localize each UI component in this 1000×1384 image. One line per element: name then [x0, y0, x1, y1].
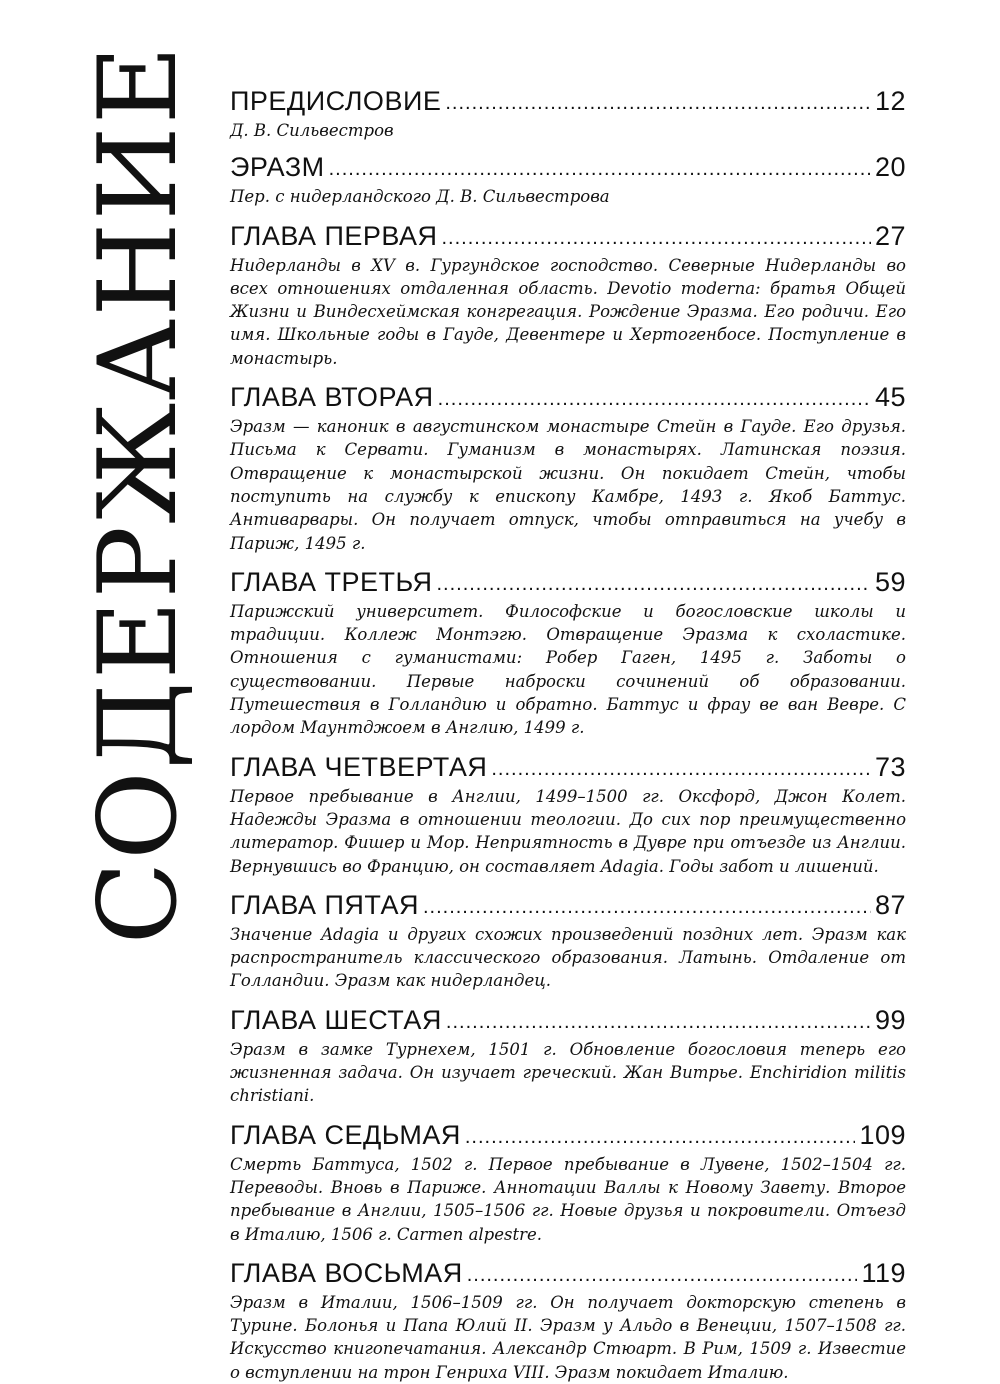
toc-entry-title: ПРЕДИСЛОВИЕ: [230, 86, 442, 116]
toc-entry-preface[interactable]: [230, 86, 906, 152]
toc-entry-head: [230, 1005, 906, 1036]
entry-spacer: [230, 555, 906, 567]
toc-entry-title: ЭРАЗМ: [230, 152, 325, 183]
toc-entry-page: 20: [874, 152, 906, 183]
toc-entry-description: Первое пребывание в Англии, 1499–1500 гг. Оксфорд, Джон Колет. Надежды Эразма в отношении теологии. До сих пор преимущественно литератор. Фишер и Мор. Неприятность в Дувре при отъезде из Англии. Вернувшись во Францию, он составляет Adagia. Годы забот и лишений.: [230, 786, 906, 876]
toc-entry-page: 73: [874, 751, 906, 782]
toc-entry-title: ГЛАВА СЕДЬМАЯ: [230, 1119, 461, 1150]
toc-entry-title: ГЛАВА ВОСЬМАЯ: [230, 1257, 463, 1288]
toc-entry-title: ГЛАВА ШЕСТАЯ: [230, 1004, 442, 1035]
toc-entry-head: [230, 152, 906, 183]
toc-entry-title: ГЛАВА ПЕРВАЯ: [230, 220, 438, 251]
leader-dots: [442, 222, 871, 252]
toc-entry-description: Пер. с нидерландского Д. В. Сильвестрова: [230, 187, 610, 207]
toc-entry-description: Парижский университет. Философские и богословские школы и традиции. Коллеж Монтэгю. Отвращение Эразма к схоластике. Отношения с гуманистами: Робер Гаген, 1495 г. Заботы о существовании. Первые наброски сочинений об образовании. Путешествия в Голландию и обратно. Баттус и фрау ве ван Вевре. С лордом Маунтджоем в Англию, 1499 г.: [230, 601, 906, 738]
toc-entry-head: [230, 1258, 906, 1289]
leader-dots: [445, 87, 871, 117]
toc-entry-description: Эразм в замке Турнехем, 1501 г. Обновление богословия теперь его жизненная задача. Он изучает греческий. Жан Витрье. Enchiridion militis christiani.: [230, 1039, 906, 1106]
leader-dots: [436, 568, 870, 598]
entry-spacer: [230, 878, 906, 890]
leader-dots: [446, 1006, 871, 1036]
toc-entry-chapter-3[interactable]: [230, 567, 906, 752]
toc-entry-page: 109: [859, 1119, 906, 1150]
toc-entry-chapter-7[interactable]: [230, 1120, 906, 1258]
toc-entry-chapter-8[interactable]: [230, 1258, 906, 1384]
toc-entry-description: Д. В. Сильвестров: [230, 121, 394, 140]
toc-entry-page: 45: [874, 382, 906, 413]
toc-entry-page: 99: [874, 1004, 906, 1035]
toc-entry-head: [230, 567, 906, 598]
leader-dots: [423, 891, 871, 921]
toc-entry-description: Эразм в Италии, 1506–1509 гг. Он получает докторскую степень в Турине. Болонья и Папа Юлий II. Эразм у Альдо в Венеции, 1507–1508 гг. Искусство книгопечатания. Александр Стюарт. В Рим, 1509 г. Известие о вступлении на трон Генриха VIII. Эразм покидает Италию.: [230, 1292, 906, 1382]
toc-entry-head: [230, 1120, 906, 1151]
toc-entry-page: 59: [874, 566, 906, 597]
table-of-contents: [230, 86, 906, 1384]
leader-dots: [467, 1259, 858, 1289]
entry-spacer: [230, 370, 906, 382]
page-title: СОДЕРЖАНИЕ: [76, 43, 201, 945]
toc-entry-title: ГЛАВА ЧЕТВЕРТАЯ: [230, 751, 488, 782]
entry-spacer: [230, 142, 906, 152]
toc-entry-description: Эразм — каноник в августинском монастыре Стейн в Гауде. Его друзья. Письма к Сервати. Гуманизм в монастырях. Латинская поэзия. Отвращение к монастырской жизни. Он покидает Стейн, чтобы поступить на службу к епископу Камбре, 1493 г. Якоб Баттус. Антиварвары. Он получает отпуск, чтобы отправиться на учебу в Париж, 1495 г.: [230, 417, 906, 553]
toc-entry-chapter-4[interactable]: [230, 752, 906, 890]
toc-entry-description: Смерть Баттуса, 1502 г. Первое пребывание в Лувене, 1502–1504 гг. Переводы. Вновь в Париже. Аннотации Валлы к Новому Завету. Второе пребывание в Англии, 1505–1506 гг. Новые друзья и покровители. Отъезд в Италию, 1506 г. Carmen alpestre.: [230, 1154, 906, 1244]
leader-dots: [491, 753, 871, 783]
leader-dots: [465, 1121, 856, 1151]
toc-entry-head: [230, 221, 906, 252]
entry-spacer: [230, 1246, 906, 1258]
entry-spacer: [230, 993, 906, 1005]
toc-entry-title: ГЛАВА ВТОРАЯ: [230, 382, 434, 413]
toc-entry-chapter-1[interactable]: [230, 221, 906, 382]
toc-entry-title: ГЛАВА ТРЕТЬЯ: [230, 566, 433, 597]
toc-entry-description: Значение Adagia и других схожих произведений поздних лет. Эразм как распространитель классического образования. Латынь. Отдаление от Голландии. Эразм как нидерландец.: [230, 924, 906, 991]
toc-entry-title: ГЛАВА ПЯТАЯ: [230, 889, 419, 920]
entry-spacer: [230, 740, 906, 752]
toc-entry-erasmus[interactable]: [230, 152, 906, 220]
leader-dots: [329, 153, 871, 183]
toc-entry-page: 12: [874, 86, 906, 116]
toc-entry-chapter-5[interactable]: [230, 890, 906, 1005]
toc-entry-page: 119: [861, 1257, 906, 1288]
toc-entry-head: [230, 890, 906, 921]
toc-entry-head: [230, 86, 906, 117]
toc-entry-page: 87: [874, 889, 906, 920]
entry-spacer: [230, 1108, 906, 1120]
toc-entry-head: [230, 382, 906, 413]
toc-entry-description: Нидерланды в XV в. Гургундское господство. Северные Нидерланды во всех отношениях отдаленная область. Devotio moderna: братья Общей Жизни и Виндесхеймская конгрегация. Рождение Эразма. Его родичи. Его имя. Школьные годы в Гауде, Девентере и Хертогенбосе. Поступление в монастырь.: [230, 255, 906, 368]
vertical-title-area: [76, 43, 201, 945]
toc-entry-head: [230, 752, 906, 783]
entry-spacer: [230, 209, 906, 221]
toc-entry-chapter-2[interactable]: [230, 382, 906, 567]
leader-dots: [438, 383, 871, 413]
toc-entry-page: 27: [874, 220, 906, 251]
toc-entry-chapter-6[interactable]: [230, 1005, 906, 1120]
